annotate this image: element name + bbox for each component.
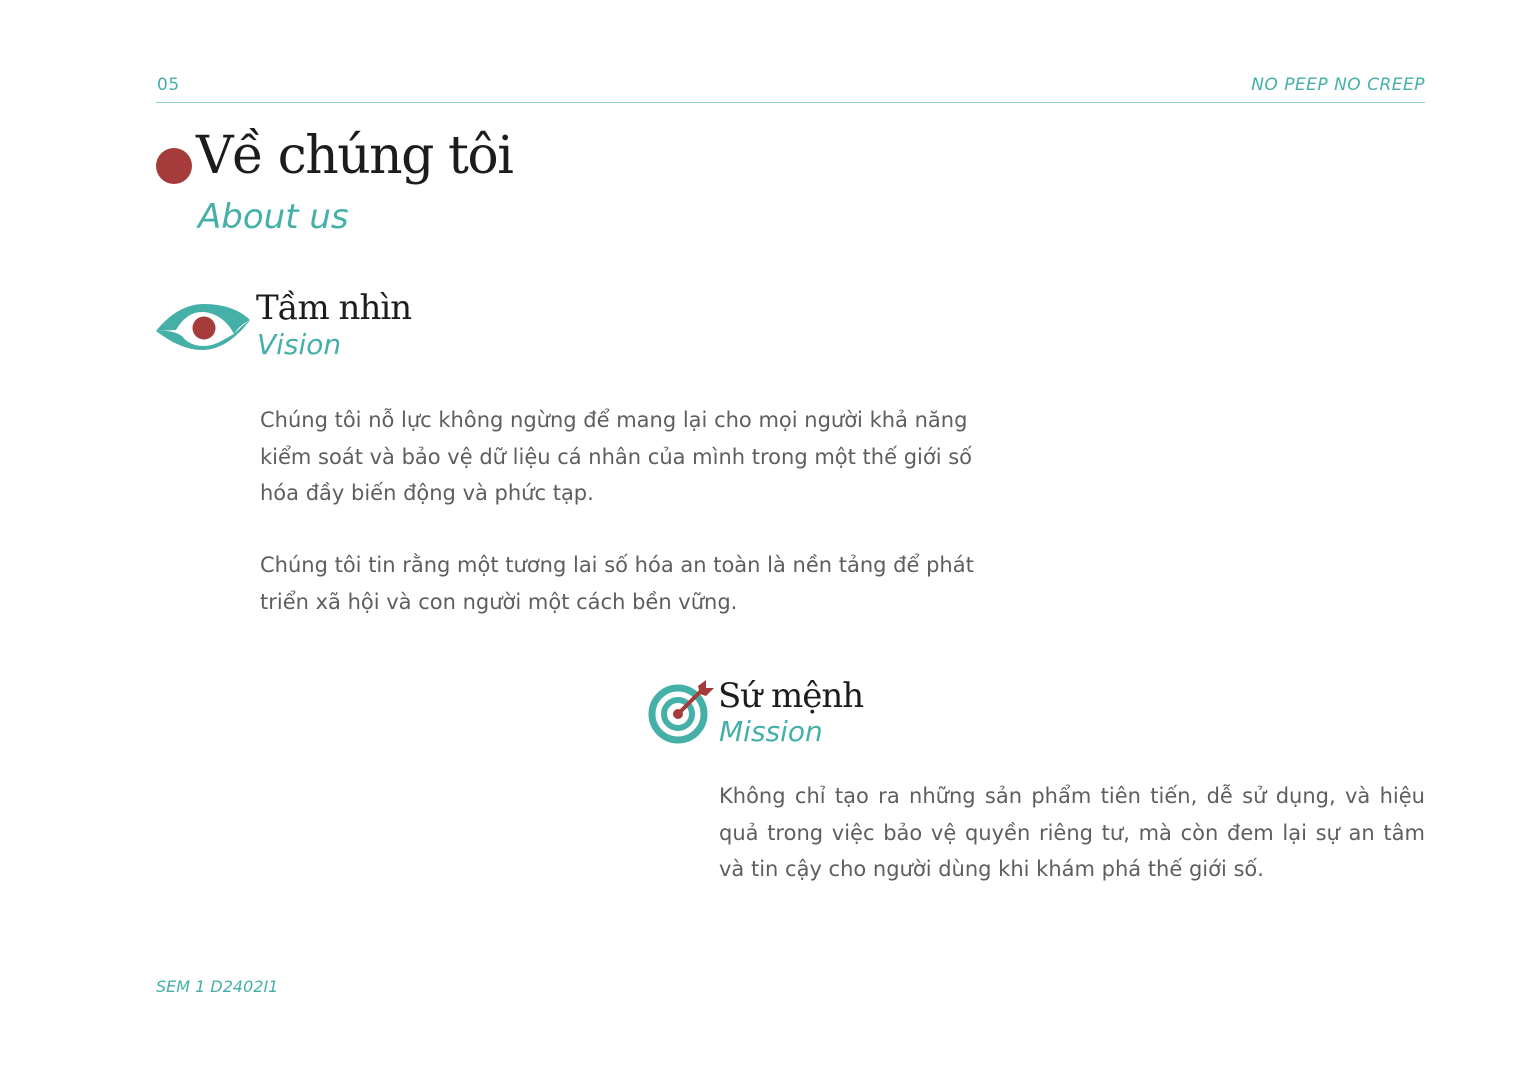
mission-title: Sứ mệnh (718, 676, 864, 716)
target-icon (648, 678, 716, 746)
vision-subtitle: Vision (257, 328, 342, 361)
vision-paragraph-1: Chúng tôi nỗ lực không ngừng để mang lại cho mọi người khả năng kiểm soát và bảo vệ dữ liệu cá nhân của mình trong một thế giới số hóa đầy biến động và phức tạp. (260, 408, 973, 505)
title-bullet-dot (156, 148, 192, 184)
page-title: Về chúng tôi (196, 126, 513, 186)
page-subtitle: About us (198, 197, 349, 237)
vision-paragraph-2: Chúng tôi tin rằng một tương lai số hóa an toàn là nền tảng để phát triển xã hội và con người một cách bền vững. (260, 553, 974, 614)
vision-title: Tầm nhìn (256, 288, 412, 328)
header-divider (156, 102, 1425, 103)
mission-subtitle: Mission (719, 715, 823, 748)
brand-name: NO PEEP NO CREEP (1251, 75, 1425, 95)
page-number: 05 (157, 75, 180, 95)
mission-paragraph: Không chỉ tạo ra những sản phẩm tiên tiến, dễ sử dụng, và hiệu quả trong việc bảo vệ quyền riêng tư, mà còn đem lại sự an tâm và tin cậy cho người dùng khi khám phá thế giới số. (719, 784, 1425, 881)
eye-icon (154, 298, 252, 356)
footer-label: SEM 1 D2402I1 (156, 977, 279, 996)
